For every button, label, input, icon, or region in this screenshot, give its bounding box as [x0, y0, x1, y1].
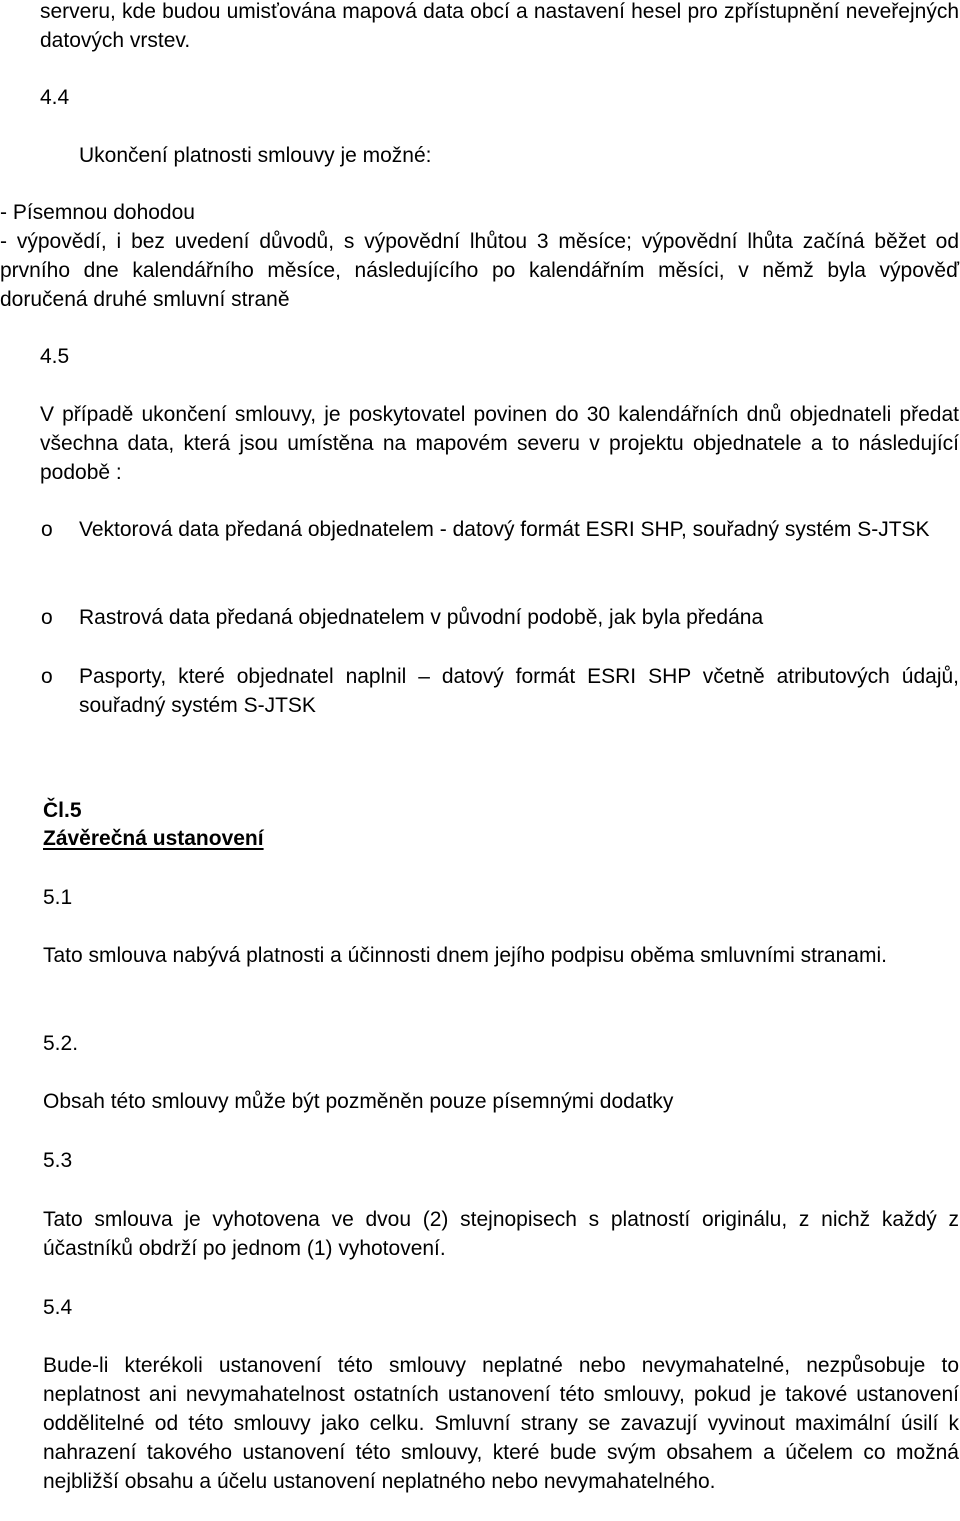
bullet-text: Vektorová data předaná objednatelem - datový formát ESRI SHP, souřadný systém S-JTSK — [79, 518, 930, 541]
clause-number: 5.4 — [43, 1296, 73, 1319]
section-4-4-title: Ukončení platnosti smlouvy je možné: — [79, 144, 432, 167]
clause-text: Tato smlouva nabývá platnosti a účinnosti dnem jejího podpisu oběma smluvními stranami. — [43, 944, 887, 967]
intro-paragraph: serveru, kde budou umisťována mapová data obcí a nastavení hesel pro zpřístupnění neveřejných datových vrstev. — [40, 0, 959, 52]
bullet-marker: o — [41, 518, 53, 541]
clause-number: 5.2. — [43, 1032, 79, 1055]
bullet-marker: o — [41, 606, 53, 629]
bullet-text: Pasporty, které objednatel naplnil – datový formát ESRI SHP včetně atributových údajů, souřadný systém S-JTSK — [79, 665, 959, 717]
section-number-4-4: 4.4 — [40, 86, 70, 109]
section-4-5-text: V případě ukončení smlouvy, je poskytovatel povinen do 30 kalendářních dnů objednateli předat všechna data, která jsou umístěna na mapovém severu v projektu objednatele a to následující podobě : — [40, 403, 959, 484]
clause-number: 5.3 — [43, 1149, 73, 1172]
clause-text: Tato smlouva je vyhotovena ve dvou (2) stejnopisech s platností originálu, z nichž každý z účastníků obdrží po jednom (1) vyhotovení. — [43, 1208, 959, 1260]
bullet-text: Rastrová data předaná objednatelem v původní podobě, jak byla předána — [79, 606, 764, 629]
clause-number: 5.1 — [43, 886, 73, 909]
section-number-4-5: 4.5 — [40, 345, 70, 368]
article-number: Čl.5 — [43, 799, 82, 822]
clause-text: Bude-li kterékoli ustanovení této smlouvy neplatné nebo nevymahatelné, nezpůsobuje to neplatnost ani nevymahatelnost ostatních ustanovení této smlouvy, pokud je takové ustanovení oddělitelné od této smlouvy jako celku. Smluvní strany se zavazují vyvinout maximální úsilí k nahrazení takového ustanovení této smlouvy, které bude svým obsahem a účelem co možná nejbližší obsahu a účelu ustanovení neplatného nebo nevymahatelného. — [43, 1354, 959, 1493]
bullet-marker: o — [41, 665, 53, 688]
article-title: Závěrečná ustanovení — [43, 827, 264, 850]
clause-text: Obsah této smlouvy může být pozměněn pouze písemnými dodatky — [43, 1090, 674, 1113]
termination-option-notice: - výpovědí, i bez uvedení důvodů, s výpovědní lhůtou 3 měsíce; výpovědní lhůta začíná běžet od prvního dne kalendářního měsíce, následujícího po kalendářním měsíci, v němž byla výpověď doručená druhé smluvní straně — [0, 230, 959, 311]
termination-option-agreement: - Písemnou dohodou — [0, 201, 195, 224]
